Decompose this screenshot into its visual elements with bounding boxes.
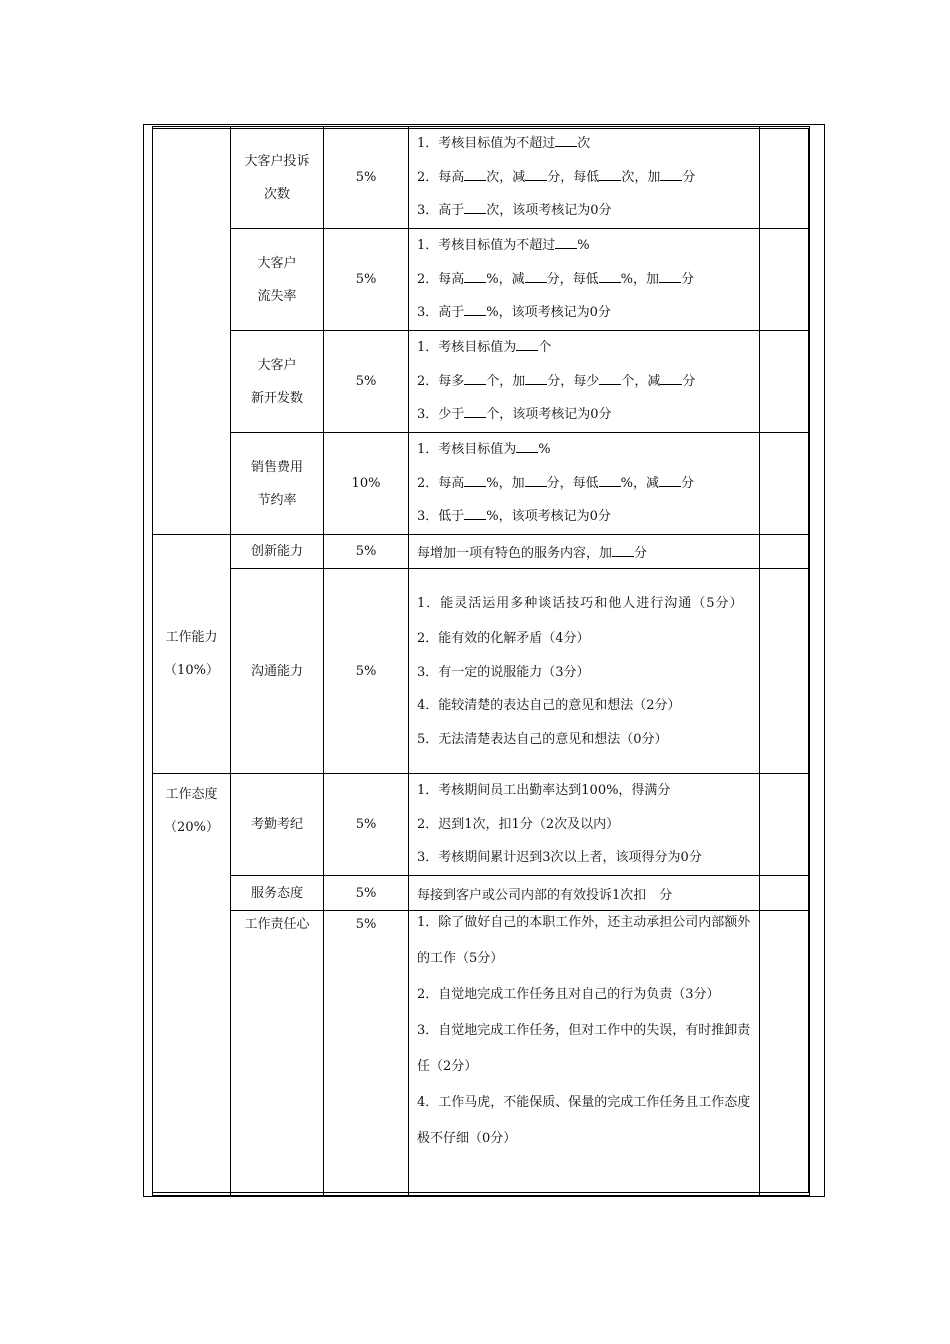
fill-blank[interactable] <box>464 474 486 487</box>
table-row <box>153 535 810 569</box>
item-label: 流失率 <box>257 288 297 304</box>
item-cell: 创新能力 <box>231 535 324 569</box>
fill-blank[interactable] <box>516 338 538 351</box>
score-cell[interactable] <box>760 229 810 331</box>
standard-line: 1．考核目标值为 个 <box>417 340 552 356</box>
fill-blank[interactable] <box>555 236 577 249</box>
score-cell[interactable] <box>760 433 810 535</box>
standard-cell <box>409 331 760 433</box>
fill-blank[interactable] <box>464 168 486 181</box>
standard-line: 3．少于 个，该项考核记为0分 <box>417 407 612 423</box>
table-row <box>153 774 810 876</box>
fill-blank[interactable] <box>555 134 577 147</box>
category-cell-ability <box>153 535 231 774</box>
fill-blank[interactable] <box>599 474 621 487</box>
fill-blank[interactable] <box>599 372 621 385</box>
weight-cell: 5% <box>324 569 409 774</box>
fill-blank[interactable] <box>660 168 682 181</box>
item-cell <box>231 229 324 331</box>
fill-blank[interactable] <box>660 372 682 385</box>
fill-blank[interactable] <box>464 303 486 316</box>
standard-line: 4．工作马虎，不能保质、保量的完成工作任务且工作态度极不仔细（0分） <box>417 1095 751 1146</box>
weight-cell: 5% <box>324 229 409 331</box>
fill-blank[interactable] <box>525 474 547 487</box>
category-weight: （10%） <box>164 663 219 678</box>
standard-line: 1．考核目标值为不超过 次 <box>417 136 591 152</box>
category-cell-sales <box>153 127 231 535</box>
standard-line: 3．自觉地完成工作任务，但对工作中的失误，有时推卸责任（2分） <box>417 1023 751 1074</box>
standard-line: 1．除了做好自己的本职工作外，还主动承担公司内部额外的工作（5分） <box>417 915 751 966</box>
fill-blank[interactable] <box>659 270 681 283</box>
standard-line: 3．有一定的说服能力（3分） <box>417 664 590 680</box>
weight-cell: 10% <box>324 433 409 535</box>
score-cell[interactable] <box>760 535 810 569</box>
fill-blank[interactable] <box>464 201 486 214</box>
score-cell[interactable] <box>760 127 810 229</box>
item-cell <box>231 127 324 229</box>
standard-line: 3．高于 %，该项考核记为0分 <box>417 305 611 321</box>
standard-cell <box>409 569 760 774</box>
weight-cell: 5% <box>324 127 409 229</box>
standard-cell <box>409 774 760 876</box>
standard-line: 3．考核期间累计迟到3次以上者，该项得分为0分 <box>417 850 702 866</box>
category-cell-attitude <box>153 774 231 1196</box>
fill-blank[interactable] <box>464 372 486 385</box>
weight-cell: 5% <box>324 774 409 876</box>
table-row <box>153 229 810 331</box>
fill-blank[interactable] <box>599 168 621 181</box>
item-label: 大客户投诉 <box>244 153 310 169</box>
standard-cell <box>409 433 760 535</box>
fill-blank[interactable] <box>525 168 547 181</box>
score-cell[interactable] <box>760 911 810 1196</box>
item-cell: 沟通能力 <box>231 569 324 774</box>
item-cell: 服务态度 <box>231 876 324 911</box>
fill-blank[interactable] <box>659 474 681 487</box>
fill-blank[interactable] <box>525 270 547 283</box>
standard-cell <box>409 127 760 229</box>
score-cell[interactable] <box>760 876 810 911</box>
standard-line: 3．低于 %，该项考核记为0分 <box>417 509 611 525</box>
fill-blank[interactable] <box>464 405 486 418</box>
category-weight: （20%） <box>164 820 219 835</box>
fill-blank[interactable] <box>464 270 486 283</box>
score-cell[interactable] <box>760 569 810 774</box>
score-cell[interactable] <box>760 331 810 433</box>
item-label: 销售费用 <box>250 459 303 475</box>
item-cell: 考勤考纪 <box>231 774 324 876</box>
item-cell: 工作责任心 <box>231 911 324 1196</box>
weight-cell: 5% <box>324 911 409 1196</box>
weight-cell: 5% <box>324 876 409 911</box>
item-label: 节约率 <box>257 492 297 508</box>
standard-line: 4．能较清楚的表达自己的意见和想法（2分） <box>417 698 681 713</box>
standard-line: 2．每多 个，加 分，每少 个，减 分 <box>417 373 696 389</box>
item-label: 新开发数 <box>250 390 303 406</box>
table-row <box>153 911 810 1196</box>
table-row <box>153 569 810 774</box>
standard-cell: 每增加一项有特色的服务内容，加 分 <box>409 535 760 569</box>
item-label: 大客户 <box>257 357 297 373</box>
score-cell[interactable] <box>760 774 810 876</box>
weight-cell: 5% <box>324 331 409 433</box>
standard-line: 2．迟到1次，扣1分（2次及以内） <box>417 816 620 832</box>
standard-cell: 每接到客户或公司内部的有效投诉1次扣 分 <box>409 876 760 911</box>
standard-line: 2．每高 次，减 分，每低 次，加 分 <box>417 169 696 185</box>
standard-cell <box>409 229 760 331</box>
table-row <box>153 433 810 535</box>
standard-line: 2．每高 %，减 分，每低 %，加 分 <box>417 271 695 287</box>
standard-line: 1．考核目标值为不超过 % <box>417 238 590 254</box>
standard-line: 1．能灵活运用多种谈话技巧和他人进行沟通（5分） <box>417 596 744 611</box>
fill-blank[interactable] <box>599 270 621 283</box>
item-label: 大客户 <box>257 255 297 271</box>
item-label: 次数 <box>263 186 290 202</box>
category-label: 工作态度 <box>165 787 218 802</box>
category-label: 工作能力 <box>165 630 218 645</box>
fill-blank[interactable] <box>464 507 486 520</box>
item-cell <box>231 433 324 535</box>
table-row <box>153 127 810 229</box>
item-cell <box>231 331 324 433</box>
standard-line: 3．高于 次，该项考核记为0分 <box>417 203 612 219</box>
standard-line: 1．考核目标值为 % <box>417 442 551 458</box>
standard-line: 2．能有效的化解矛盾（4分） <box>417 631 590 646</box>
standard-line: 5．无法清楚表达自己的意见和想法（0分） <box>417 731 668 747</box>
standard-line: 2．每高 %，加 分，每低 %，减 分 <box>417 475 695 491</box>
fill-blank[interactable] <box>525 372 547 385</box>
fill-blank[interactable] <box>516 440 538 453</box>
standard-cell <box>409 911 760 1196</box>
standard-line: 1．考核期间员工出勤率达到100%，得满分 <box>417 783 671 799</box>
assessment-table <box>152 126 810 1196</box>
standard-line: 2．自觉地完成工作任务且对自己的行为负责（3分） <box>417 987 720 1002</box>
weight-cell: 5% <box>324 535 409 569</box>
fill-blank[interactable] <box>612 544 634 557</box>
table-row <box>153 331 810 433</box>
